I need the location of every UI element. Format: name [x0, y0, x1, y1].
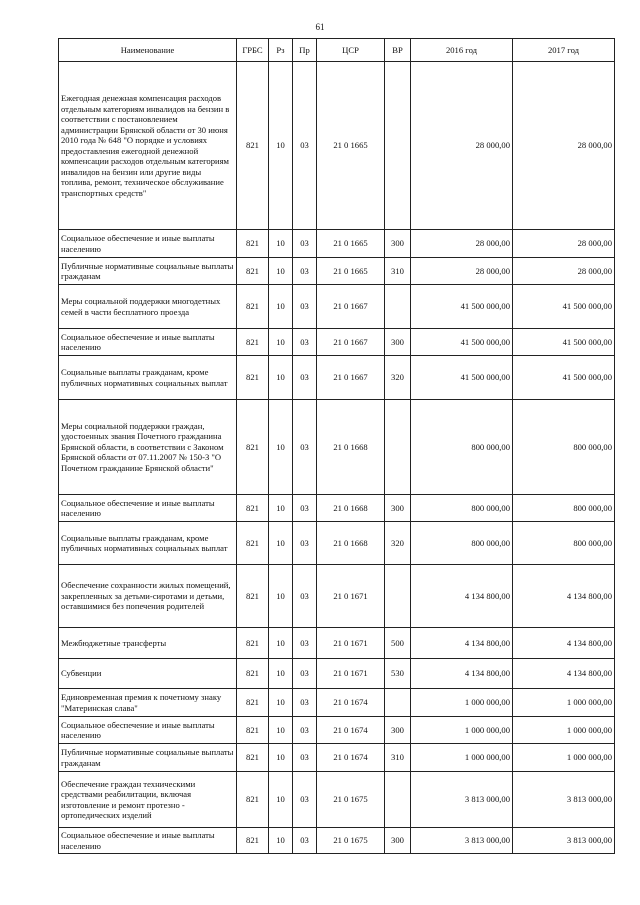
cell-pr: 03 [293, 659, 317, 689]
cell-2016: 4 134 800,00 [411, 628, 513, 659]
header-rz: Рз [269, 39, 293, 62]
cell-vr [385, 285, 411, 329]
cell-vr: 310 [385, 258, 411, 285]
cell-2016: 3 813 000,00 [411, 828, 513, 854]
cell-grbs: 821 [237, 717, 269, 744]
cell-rz: 10 [269, 628, 293, 659]
cell-rz: 10 [269, 772, 293, 828]
cell-csr: 21 0 1665 [317, 230, 385, 258]
cell-2017: 1 000 000,00 [513, 689, 615, 717]
cell-2016: 28 000,00 [411, 258, 513, 285]
cell-pr: 03 [293, 772, 317, 828]
cell-pr: 03 [293, 258, 317, 285]
cell-rz: 10 [269, 717, 293, 744]
cell-2017: 28 000,00 [513, 230, 615, 258]
header-2017: 2017 год [513, 39, 615, 62]
cell-name: Социальное обеспечение и иные выплаты населению [59, 329, 237, 356]
cell-grbs: 821 [237, 828, 269, 854]
cell-2016: 1 000 000,00 [411, 689, 513, 717]
cell-pr: 03 [293, 62, 317, 230]
cell-pr: 03 [293, 744, 317, 772]
cell-vr [385, 400, 411, 495]
cell-2016: 3 813 000,00 [411, 772, 513, 828]
cell-2016: 1 000 000,00 [411, 744, 513, 772]
cell-vr: 310 [385, 744, 411, 772]
cell-vr [385, 62, 411, 230]
table-row [59, 285, 615, 329]
table-row [59, 828, 615, 854]
cell-grbs: 821 [237, 356, 269, 400]
cell-csr: 21 0 1671 [317, 565, 385, 628]
cell-2017: 4 134 800,00 [513, 628, 615, 659]
cell-name: Публичные нормативные социальные выплаты гражданам [59, 744, 237, 772]
cell-rz: 10 [269, 689, 293, 717]
header-2016: 2016 год [411, 39, 513, 62]
cell-rz: 10 [269, 62, 293, 230]
cell-csr: 21 0 1674 [317, 744, 385, 772]
cell-csr: 21 0 1674 [317, 689, 385, 717]
cell-name: Обеспечение граждан техническими средствами реабилитации, включая изготовление и ремонт протезно - ортопедических изделий [59, 772, 237, 828]
cell-rz: 10 [269, 522, 293, 565]
cell-pr: 03 [293, 285, 317, 329]
cell-2017: 4 134 800,00 [513, 659, 615, 689]
table-row [59, 689, 615, 717]
cell-2017: 4 134 800,00 [513, 565, 615, 628]
cell-csr: 21 0 1665 [317, 258, 385, 285]
cell-2017: 3 813 000,00 [513, 772, 615, 828]
table-row [59, 659, 615, 689]
cell-2016: 4 134 800,00 [411, 659, 513, 689]
table-row [59, 258, 615, 285]
cell-name: Социальное обеспечение и иные выплаты населению [59, 495, 237, 522]
cell-grbs: 821 [237, 400, 269, 495]
header-grbs: ГРБС [237, 39, 269, 62]
cell-csr: 21 0 1674 [317, 717, 385, 744]
header-pr: Пр [293, 39, 317, 62]
cell-name: Ежегодная денежная компенсация расходов отдельным категориям инвалидов на бензин в соответствии с постановлением администрации Брянской области от 30 июня 2010 года № 648 "О порядке и условиях предоставления ежегодной денежной компенсации расходов отдельным категориям инвалидов на бензин или другие виды топлива, ремонт, техническое обслуживание транспортных средств" [59, 62, 237, 230]
cell-grbs: 821 [237, 744, 269, 772]
cell-2017: 41 500 000,00 [513, 356, 615, 400]
cell-csr: 21 0 1667 [317, 356, 385, 400]
cell-vr [385, 689, 411, 717]
cell-2017: 41 500 000,00 [513, 329, 615, 356]
cell-grbs: 821 [237, 285, 269, 329]
cell-rz: 10 [269, 495, 293, 522]
cell-grbs: 821 [237, 565, 269, 628]
page-number: 61 [315, 22, 325, 32]
cell-vr: 320 [385, 522, 411, 565]
table-row [59, 772, 615, 828]
cell-csr: 21 0 1667 [317, 329, 385, 356]
cell-vr: 530 [385, 659, 411, 689]
cell-2017: 800 000,00 [513, 522, 615, 565]
cell-vr: 300 [385, 828, 411, 854]
table-header-row [59, 39, 615, 62]
cell-2016: 800 000,00 [411, 522, 513, 565]
cell-vr: 320 [385, 356, 411, 400]
cell-csr: 21 0 1671 [317, 659, 385, 689]
cell-rz: 10 [269, 744, 293, 772]
cell-csr: 21 0 1675 [317, 828, 385, 854]
cell-2016: 1 000 000,00 [411, 717, 513, 744]
cell-grbs: 821 [237, 659, 269, 689]
cell-rz: 10 [269, 828, 293, 854]
cell-rz: 10 [269, 258, 293, 285]
table-row [59, 717, 615, 744]
cell-vr: 500 [385, 628, 411, 659]
cell-rz: 10 [269, 565, 293, 628]
cell-grbs: 821 [237, 628, 269, 659]
table-row [59, 230, 615, 258]
cell-vr: 300 [385, 717, 411, 744]
table-row [59, 400, 615, 495]
cell-2017: 1 000 000,00 [513, 717, 615, 744]
table-row [59, 62, 615, 230]
cell-pr: 03 [293, 717, 317, 744]
cell-grbs: 821 [237, 522, 269, 565]
cell-csr: 21 0 1665 [317, 62, 385, 230]
cell-csr: 21 0 1667 [317, 285, 385, 329]
cell-2016: 41 500 000,00 [411, 356, 513, 400]
header-name: Наименование [59, 39, 237, 62]
cell-2017: 28 000,00 [513, 62, 615, 230]
table-row [59, 522, 615, 565]
cell-2016: 800 000,00 [411, 400, 513, 495]
cell-rz: 10 [269, 230, 293, 258]
cell-name: Публичные нормативные социальные выплаты гражданам [59, 258, 237, 285]
cell-rz: 10 [269, 659, 293, 689]
cell-2016: 4 134 800,00 [411, 565, 513, 628]
cell-2017: 1 000 000,00 [513, 744, 615, 772]
cell-vr [385, 772, 411, 828]
table-row [59, 329, 615, 356]
cell-pr: 03 [293, 828, 317, 854]
budget-table [58, 38, 615, 854]
cell-name: Меры социальной поддержки многодетных семей в части бесплатного проезда [59, 285, 237, 329]
cell-grbs: 821 [237, 689, 269, 717]
cell-rz: 10 [269, 356, 293, 400]
header-vr: ВР [385, 39, 411, 62]
cell-grbs: 821 [237, 258, 269, 285]
cell-rz: 10 [269, 400, 293, 495]
cell-name: Социальное обеспечение и иные выплаты населению [59, 717, 237, 744]
cell-csr: 21 0 1671 [317, 628, 385, 659]
cell-2017: 800 000,00 [513, 495, 615, 522]
table-row [59, 495, 615, 522]
table-row [59, 356, 615, 400]
cell-grbs: 821 [237, 495, 269, 522]
cell-2016: 28 000,00 [411, 62, 513, 230]
cell-name: Социальное обеспечение и иные выплаты населению [59, 828, 237, 854]
cell-pr: 03 [293, 329, 317, 356]
cell-rz: 10 [269, 329, 293, 356]
cell-2016: 800 000,00 [411, 495, 513, 522]
cell-name: Межбюджетные трансферты [59, 628, 237, 659]
cell-pr: 03 [293, 522, 317, 565]
cell-pr: 03 [293, 495, 317, 522]
cell-pr: 03 [293, 356, 317, 400]
cell-2017: 28 000,00 [513, 258, 615, 285]
cell-2016: 41 500 000,00 [411, 285, 513, 329]
cell-2016: 41 500 000,00 [411, 329, 513, 356]
cell-name: Единовременная премия к почетному знаку "Материнская слава" [59, 689, 237, 717]
cell-2017: 800 000,00 [513, 400, 615, 495]
cell-pr: 03 [293, 689, 317, 717]
cell-csr: 21 0 1668 [317, 495, 385, 522]
cell-vr: 300 [385, 329, 411, 356]
cell-pr: 03 [293, 628, 317, 659]
cell-name: Обеспечение сохранности жилых помещений, закрепленных за детьми-сиротами и детьми, оставшимися без попечения родителей [59, 565, 237, 628]
cell-pr: 03 [293, 400, 317, 495]
cell-name: Социальные выплаты гражданам, кроме публичных нормативных социальных выплат [59, 356, 237, 400]
cell-grbs: 821 [237, 772, 269, 828]
cell-2017: 41 500 000,00 [513, 285, 615, 329]
table-row [59, 744, 615, 772]
table-row [59, 628, 615, 659]
cell-csr: 21 0 1668 [317, 522, 385, 565]
cell-pr: 03 [293, 565, 317, 628]
table-row [59, 565, 615, 628]
cell-csr: 21 0 1675 [317, 772, 385, 828]
cell-name: Меры социальной поддержки граждан, удостоенных звания Почетного гражданина Брянской области, в соответствии с Законом Брянской области от 07.11.2007 № 150-З "О Почетном гражданине Брянской области" [59, 400, 237, 495]
cell-csr: 21 0 1668 [317, 400, 385, 495]
cell-vr [385, 565, 411, 628]
cell-grbs: 821 [237, 230, 269, 258]
cell-grbs: 821 [237, 62, 269, 230]
cell-grbs: 821 [237, 329, 269, 356]
cell-2017: 3 813 000,00 [513, 828, 615, 854]
cell-pr: 03 [293, 230, 317, 258]
cell-name: Социальные выплаты гражданам, кроме публичных нормативных социальных выплат [59, 522, 237, 565]
cell-name: Субвенции [59, 659, 237, 689]
cell-rz: 10 [269, 285, 293, 329]
cell-vr: 300 [385, 495, 411, 522]
cell-2016: 28 000,00 [411, 230, 513, 258]
header-csr: ЦСР [317, 39, 385, 62]
cell-vr: 300 [385, 230, 411, 258]
cell-name: Социальное обеспечение и иные выплаты населению [59, 230, 237, 258]
